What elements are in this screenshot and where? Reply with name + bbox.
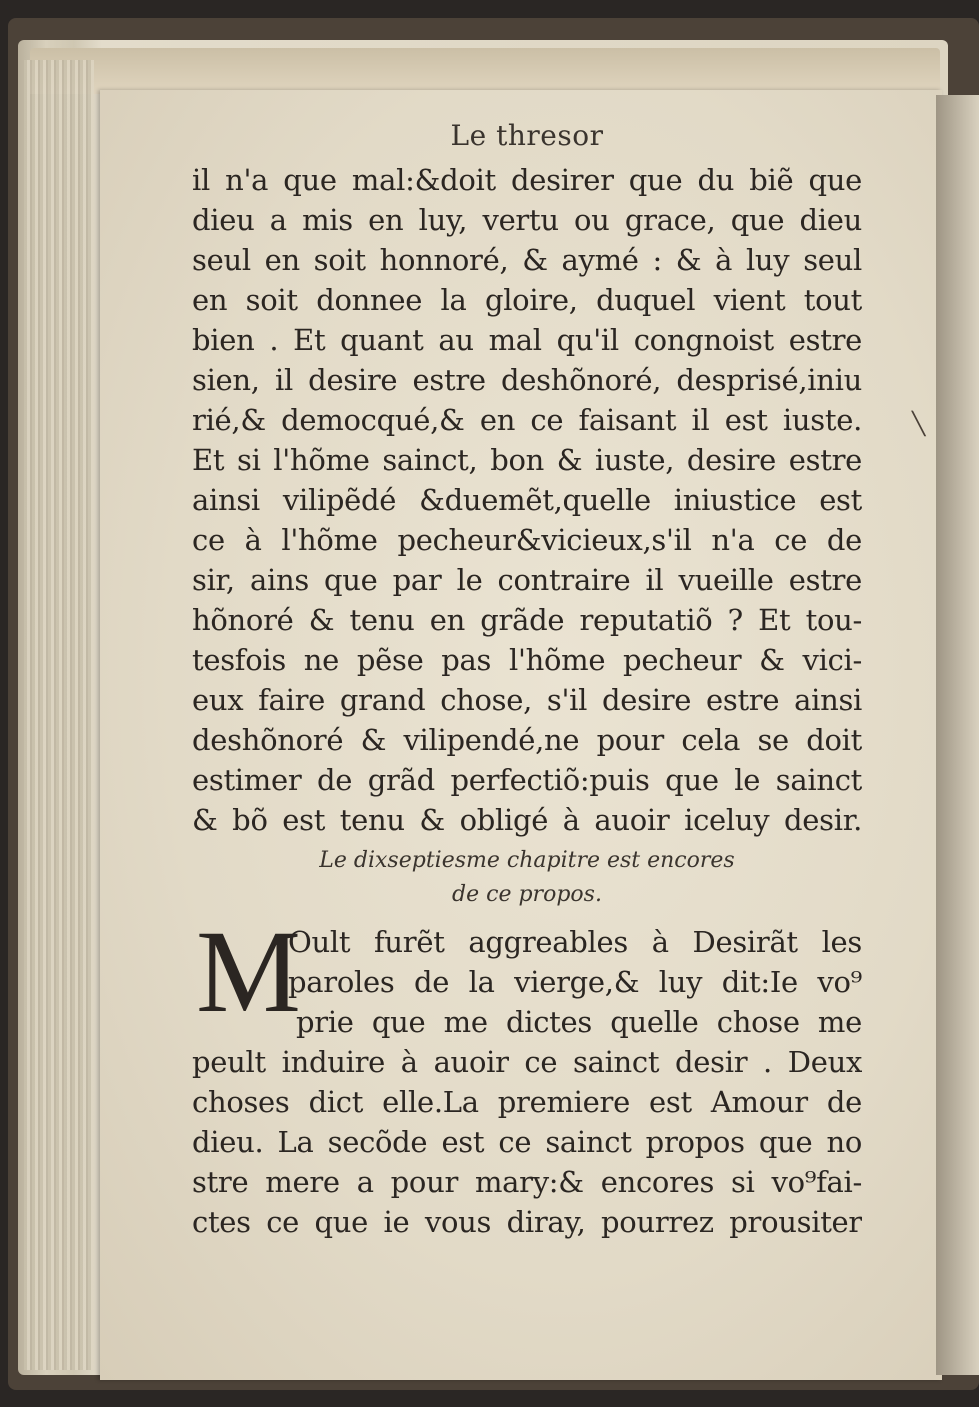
text-line: seul en soit honnoré, & aymé : & à luy seul xyxy=(192,243,862,277)
text-line: Et si l'hõme sainct, bon & iuste, desire estre xyxy=(192,443,862,477)
text-line: sir, ains que par le contraire il vueille estre xyxy=(192,563,862,597)
text-line: peult induire à auoir ce sainct desir . Deux xyxy=(192,1045,862,1079)
page-content xyxy=(192,118,862,1242)
text-line: ainsi vilipẽdé &duemẽt,quelle iniustice est xyxy=(192,483,862,517)
text-line: dieu a mis en luy, vertu ou grace, que dieu xyxy=(192,203,862,237)
page-top-edge xyxy=(30,48,940,94)
text-line: eux faire grand chose, s'il desire estre ainsi xyxy=(192,683,862,717)
page-edges xyxy=(24,60,94,1370)
text-line: hõnoré & tenu en grãde reputatiõ ? Et tou- xyxy=(192,603,862,637)
chapter-heading-cont: de ce propos. xyxy=(452,882,602,907)
text-line: dieu. La secõde est ce sainct propos que no xyxy=(192,1125,862,1159)
text-line: tesfois ne pẽse pas l'hõme pecheur & vici- xyxy=(192,643,862,677)
margin-mark: ╲ xyxy=(912,412,926,437)
text-line: prie que me dictes quelle chose me xyxy=(296,1005,862,1039)
text-line: ctes ce que ie vous diray, pourrez prousiter xyxy=(192,1205,862,1239)
chapter-body xyxy=(192,906,862,1242)
text-line: deshõnoré & vilipendé,ne pour cela se doit xyxy=(192,723,862,757)
text-line: ce à l'hõme pecheur&vicieux,s'il n'a ce de xyxy=(192,523,862,557)
body-text xyxy=(192,160,862,840)
book-gutter xyxy=(936,95,979,1375)
text-line: il n'a que mal:&doit desirer que du biẽ que xyxy=(192,163,862,197)
text-line: rié,& democqué,& en ce faisant il est iuste. xyxy=(192,403,862,437)
text-line: sien, il desire estre deshõnoré, desprisé,iniu xyxy=(192,363,862,397)
text-line: en soit donnee la gloire, duquel vient tout xyxy=(192,283,862,317)
chapter-heading: Le dixseptiesme chapitre est encores xyxy=(319,848,735,873)
text-line: estimer de grãd perfectiõ:puis que le sainct xyxy=(192,763,862,797)
text-line: paroles de la vierge,& luy dit:Ie vo⁹ xyxy=(288,965,862,999)
drop-cap: M xyxy=(196,906,301,1037)
text-line: choses dict elle.La premiere est Amour de xyxy=(192,1085,862,1119)
running-head: Le thresor xyxy=(450,119,604,152)
text-line: stre mere a pour mary:& encores si vo⁹fai- xyxy=(192,1165,862,1199)
text-line: bien . Et quant au mal qu'il congnoist estre xyxy=(192,323,862,357)
text-line: Oult furẽt aggreables à Desirãt les xyxy=(288,925,862,959)
text-line: & bõ est tenu & obligé à auoir iceluy desir. xyxy=(192,803,862,837)
